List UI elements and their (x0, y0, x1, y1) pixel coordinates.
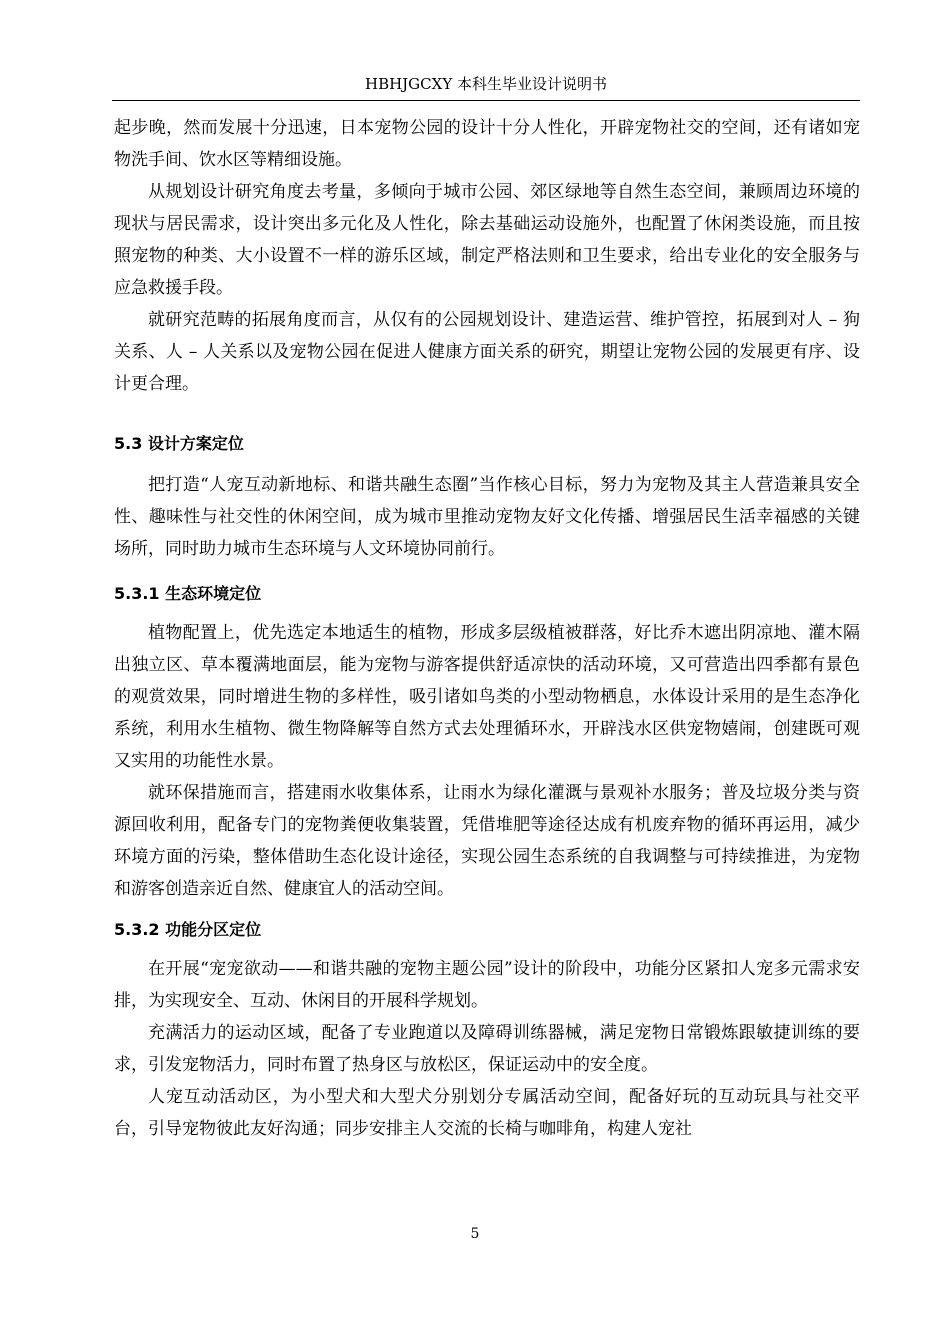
section-heading-5-3-1: 5.3.1 生态环境定位 (114, 584, 262, 603)
section-heading-5-3-2: 5.3.2 功能分区定位 (114, 920, 262, 939)
document-body (114, 112, 860, 1145)
body-paragraph: 植物配置上，优先选定本地适生的植物，形成多层级植被群落，好比乔木遮出阴凉地、灌木隔出独立区、草本覆满地面层，能为宠物与游客提供舒适凉快的活动环境，又可营造出四季都有景色的观赏效果，同时增进生物的多样性，吸引诸如鸟类的小型动物栖息，水体设计采用的是生态净化系统，利用水生植物、微生物降解等自然方式去处理循环水，开辟浅水区供宠物嬉闹，创建既可观又实用的功能性水景。 (114, 623, 860, 771)
body-paragraph: 就环保措施而言，搭建雨水收集体系，让雨水为绿化灌溉与景观补水服务；普及垃圾分类与资源回收利用，配备专门的宠物粪便收集装置，凭借堆肥等途径达成有机废弃物的循环再运用，减少环境方面的污染，整体借助生态化设计途径，实现公园生态系统的自我调整与可持续推进，为宠物和游客创造亲近自然、健康宜人的活动空间。 (114, 783, 860, 899)
body-paragraph: 就研究范畴的拓展角度而言，从仅有的公园规划设计、建造运营、维护管控，拓展到对人 – 狗关系、人 – 人关系以及宠物公园在促进人健康方面关系的研究，期望让宠物公园的发展更有序、设计更合理。 (114, 310, 860, 394)
body-paragraph: 起步晚，然而发展十分迅速，日本宠物公园的设计十分人性化，开辟宠物社交的空间，还有诸如宠物洗手间、饮水区等精细设施。 (114, 118, 860, 170)
body-paragraph: 把打造“人宠互动新地标、和谐共融生态圈”当作核心目标，努力为宠物及其主人营造兼具安全性、趣味性与社交性的休闲空间，成为城市里推动宠物友好文化传播、增强居民生活幸福感的关键场所，同时助力城市生态环境与人文环境协同前行。 (114, 475, 860, 559)
body-paragraph: 从规划设计研究角度去考量，多倾向于城市公园、郊区绿地等自然生态空间，兼顾周边环境的现状与居民需求，设计突出多元化及人性化，除去基础运动设施外，也配置了休闲类设施，而且按照宠物的种类、大小设置不一样的游乐区域，制定严格法则和卫生要求，给出专业化的安全服务与应急救援手段。 (114, 182, 860, 298)
header-divider (112, 100, 860, 101)
body-paragraph: 在开展“宠宠欲动——和谐共融的宠物主题公园”设计的阶段中，功能分区紧扣人宠多元需求安排，为实现安全、互动、休闲目的开展科学规划。 (114, 959, 860, 1011)
body-paragraph: 充满活力的运动区域，配备了专业跑道以及障碍训练器械，满足宠物日常锻炼跟敏捷训练的要求，引发宠物活力，同时布置了热身区与放松区，保证运动中的安全度。 (114, 1023, 860, 1075)
page-number: 5 (470, 1226, 480, 1242)
body-paragraph: 人宠互动活动区，为小型犬和大型犬分别划分专属活动空间，配备好玩的互动玩具与社交平台，引导宠物彼此友好沟通；同步安排主人交流的长椅与咖啡角，构建人宠社 (114, 1087, 860, 1139)
section-heading-5-3: 5.3 设计方案定位 (114, 434, 244, 453)
page-header-title: HBHJGCXY 本科生毕业设计说明书 (364, 75, 607, 93)
